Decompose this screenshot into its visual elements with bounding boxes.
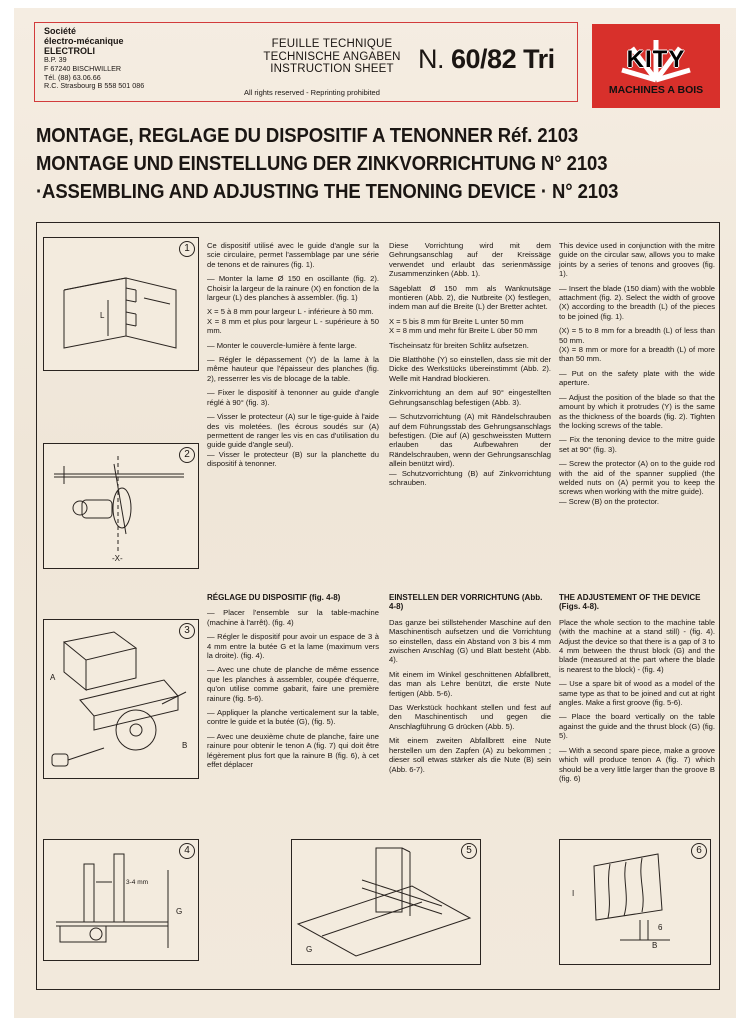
paragraph: X = 5 à 8 mm pour largeur L - inférieure à 50 mm.: [207, 307, 374, 317]
figure-ref-label: 6: [658, 923, 663, 932]
figure-number: 6: [691, 843, 707, 859]
paragraph: — Place the board vertically on the table against the guide and the thrust block (G) (fig. 5).: [559, 712, 715, 741]
groove-b-label: B: [652, 941, 658, 950]
figure-number: 4: [179, 843, 195, 859]
column-german-adjustment: [389, 593, 551, 779]
content-frame: [36, 222, 720, 990]
paragraph: Sägeblatt Ø 150 mm als Wanknutsäge montieren (Abb. 2), die Nutbreite (X) festlegen, indem man auf die Breite (L) der Bretter achtet.: [389, 283, 551, 312]
protector-b-label: B: [182, 741, 188, 750]
figure-number: 3: [179, 623, 195, 639]
figure-3: [43, 619, 199, 779]
section-heading-en: THE ADJUSTEMENT OF THE DEVICE (Figs. 4-8).: [559, 593, 701, 612]
paragraph: — Fix the tenoning device to the mitre guide set at 90° (fig. 3).: [559, 435, 715, 454]
paragraph: — Schutzvorrichtung (A) mit Rändelschrauben auf dem Führungsstab des Gehrungsanschlags befestigen. (Die auf (A) geschweissten Muttern erlauben das Aufbewahren der Rändelschrauben, wenn der Gehrungsanschlag allein benützt wird).: [389, 412, 551, 469]
figure-5: [291, 839, 481, 965]
company-line: Tél. (88) 63.06.66: [44, 72, 101, 82]
board-label: I: [572, 889, 575, 898]
title-de: MONTAGE UND EINSTELLUNG DER ZINKVORRICHTUNG N° 2103: [36, 151, 608, 175]
paragraph: — Monter le couvercle-lumière à fente large.: [207, 340, 357, 350]
sheet-type-de: TECHNISCHE ANGABEN: [263, 50, 401, 63]
instruction-sheet: [14, 8, 736, 1018]
protector-a-label: A: [50, 673, 56, 682]
wobble-blade-illustration: [44, 444, 194, 564]
paragraph: X = 5 bis 8 mm für Breite L unter 50 mm: [389, 316, 524, 326]
figure-2: [43, 443, 199, 569]
sheet-number-prefix: N.: [418, 44, 444, 74]
paragraph: Ce dispositif utilisé avec le guide d'angle sur la scie circulaire, permet l'assemblage par une série de tenons et de rainures (fig. 1).: [207, 241, 379, 269]
sheet-type: [252, 38, 412, 76]
paragraph: — Insert the blade (150 diam) with the wobble attachment (fig. 2). Select the width of groove (X) according to the breadth (L) of the pieces to be joined (fig. 1).: [559, 283, 715, 321]
paragraph: — Placer l'ensemble sur la table-machine (machine à l'arrêt). (fig. 4): [207, 608, 379, 627]
paragraph: Die Blatthöhe (Y) so einstellen, dass sie mit der Dicke des Werkstücks übereinstimmt (Abb. 2). Welle mit Handrad blockieren.: [389, 355, 551, 383]
paragraph: — Adjust the position of the blade so that the amount by which it protrudes (Y) is the same as the thickness of the boards (fig. 2). Tighten the locking screws of the table.: [559, 392, 715, 430]
column-english: [559, 241, 715, 511]
tenoning-device-illustration: [44, 620, 194, 774]
company-line: B.P. 39: [44, 55, 67, 64]
paragraph: — Avec une deuxième chute de planche, faire une rainure pour obtenir le tenon A (fig. 7) qui doit être légèrement plus fort que la rainure B (fig. 6), à cet effet déplacer: [207, 731, 379, 770]
column-french-adjustment: [207, 593, 379, 775]
column-french: [207, 241, 379, 474]
sheet-type-fr: FEUILLE TECHNIQUE: [271, 38, 393, 50]
section-heading-de: EINSTELLEN DER VORRICHTUNG (Abb. 4-8): [389, 593, 543, 612]
company-line: R.C. Strasbourg B 558 501 086: [44, 81, 145, 91]
title-en: ·ASSEMBLING AND ADJUSTING THE TENONING DEVICE · N° 2103: [36, 179, 619, 203]
paragraph: Diese Vorrichtung wird mit dem Gehrungsanschlag auf der Kreissäge verwendet und erlaubt das serienmässige Zusammenzinken (Abb. 1).: [389, 241, 551, 279]
figure-number: 1: [179, 241, 195, 257]
paragraph: — Régler le dispositif pour avoir un espace de 3 à 4 mm entre la butée G et la lame (maximum vers la droite). (fig. 4).: [207, 632, 379, 661]
figure-number: 5: [461, 843, 477, 859]
stop-g-label: G: [306, 945, 313, 954]
paragraph: — Screw (B) on the protector.: [559, 496, 660, 506]
paragraph: — Régler le dépassement (Y) de la lame à la même hauteur que l'épaisseur des planches (fig. 2), resserrer les vis de blocage de la table.: [207, 355, 379, 383]
paragraph: — Visser le protecteur (B) sur la planchette du dispositif à tenonner.: [207, 449, 379, 469]
paragraph: Place the whole section to the machine table (with the machine at a stand still) - (fig. 4). Adjust the device so that there is a gap of 3 to 4 mm between the thrust block (G) and the blade (measured at the part where the blade is nearest to the block) - (fig. 4): [559, 617, 715, 674]
figure-4: [43, 839, 199, 961]
company-line: Société: [44, 26, 77, 36]
figure-number: 2: [179, 447, 195, 463]
paragraph: Mit einem im Winkel geschnittenen Abfallbrett, das man als Lehre benützt, die erste Nute fertigen (Abb. 5-6).: [389, 669, 551, 698]
paragraph: X = 8 mm et plus pour largeur L - supérieure à 50 mm.: [207, 316, 379, 336]
column-german: [389, 241, 551, 492]
company-name: ELECTROLI: [44, 46, 95, 56]
paragraph: Zinkvorrichtung an dem auf 90° eingestellten Gehrungsanschlag befestigen (Abb. 3).: [389, 388, 551, 407]
sheet-number: [418, 44, 555, 75]
company-address: [44, 26, 194, 91]
paragraph: — Appliquer la planche verticalement sur la table, contre le guide et la butée (G), (fig. 5).: [207, 708, 379, 727]
paragraph: Mit einem zweiten Abfallbrett eine Nute herstellen um den Zapfen (A) zu bekommen ; dieser soll etwas stärker als die Nute (B) sein (Abb. 6-7).: [389, 736, 551, 774]
vertical-board-illustration: [292, 840, 476, 960]
stop-gap-illustration: [44, 840, 194, 956]
company-line: F 67240 BISCHWILLER: [44, 63, 122, 73]
company-line: électro-mécanique: [44, 36, 124, 46]
width-label: L: [100, 311, 105, 320]
logo-tagline: MACHINES A BOIS: [608, 84, 704, 96]
groove-label: -X-: [112, 554, 123, 563]
document-titles: [36, 120, 726, 204]
section-heading-fr: RÉGLAGE DU DISPOSITIF (fig. 4-8): [207, 593, 341, 602]
groove-board-illustration: [560, 840, 706, 960]
paragraph: — Visser le protecteur (A) sur le tige-guide à l'aide des vis moletées. (les écrous soudés sur (A) permettent de ranger les vis en cas d'utilisation du guide guide d'angle seul).: [207, 412, 379, 450]
paragraph: Das Werkstück hochkant stellen und fest auf den Maschinentisch und gegen die Anschlagführung G drücken (Abb. 5).: [389, 703, 551, 731]
gap-label: 3-4 mm: [126, 879, 149, 886]
paragraph: This device used in conjunction with the mitre guide on the circular saw, allows you to make joints by a series of tenons and grooves (fig. 1).: [559, 241, 715, 279]
title-fr: MONTAGE, REGLAGE DU DISPOSITIF A TENONNER Réf. 2103: [36, 123, 579, 147]
column-english-adjustment: [559, 593, 715, 788]
rights-notice: All rights reserved - Reprinting prohibited: [244, 88, 380, 97]
paragraph: Tischeinsatz für breiten Schlitz aufsetzen.: [389, 340, 529, 350]
sheet-number-value: 60/82 Tri: [451, 44, 555, 74]
paragraph: — Put on the safety plate with the wide aperture.: [559, 368, 715, 388]
finger-joint-illustration: [44, 238, 194, 366]
figure-1: [43, 237, 199, 371]
paragraph: — Monter la lame Ø 150 en oscillante (fig. 2). Choisir la largeur de la rainure (X) en fonction de la largeur (L) des planches à assembler. (fig. 1): [207, 274, 379, 303]
paragraph: — Avec une chute de planche de même essence que les planches à assembler, coupée d'équerre, qu'on utilise comme gabarit, faire une première rainure (fig. 5-6).: [207, 665, 379, 703]
figure-6: [559, 839, 711, 965]
sheet-type-en: INSTRUCTION SHEET: [270, 63, 394, 75]
kity-logo: [592, 24, 720, 108]
paragraph: — Use a spare bit of wood as a model of the same type as that to be joined and cut at right angles. Make a first groove (fig. 5-6).: [559, 679, 715, 708]
stop-g-label: G: [176, 907, 183, 916]
paragraph: — Screw the protector (A) on to the guide rod with the aid of the spanner supplied (the welded nuts on (A) permit you to keep the screws when working with the mitre guide).: [559, 459, 715, 497]
logo-brand: KITY: [626, 46, 686, 73]
paragraph: X = 8 mm und mehr für Breite L über 50 mm: [389, 326, 538, 336]
paragraph: Das ganze bei stillstehender Maschine auf den Maschinentisch aufsetzen und die Vorrichtung so einstellen, dass ein Abstand von 3 bis 4 mm zwischen Anschlag (G) und Blatt besteht (Abb. 4).: [389, 617, 551, 665]
paragraph: (X) = 8 mm or more for a breadth (L) of more than 50 mm.: [559, 345, 715, 364]
paragraph: — Fixer le dispositif à tenonner au guide d'angle réglé à 90° (fig. 3).: [207, 388, 379, 407]
paragraph: — Schutzvorrichtung (B) auf Zinkvorrichtung schrauben.: [389, 468, 551, 487]
paragraph: — With a second spare piece, make a groove which will produce tenon A (fig. 7) which should be a very little larger than the groove B (fig. 6): [559, 745, 715, 783]
paragraph: (X) = 5 to 8 mm for a breadth (L) of less than 50 mm.: [559, 326, 715, 345]
